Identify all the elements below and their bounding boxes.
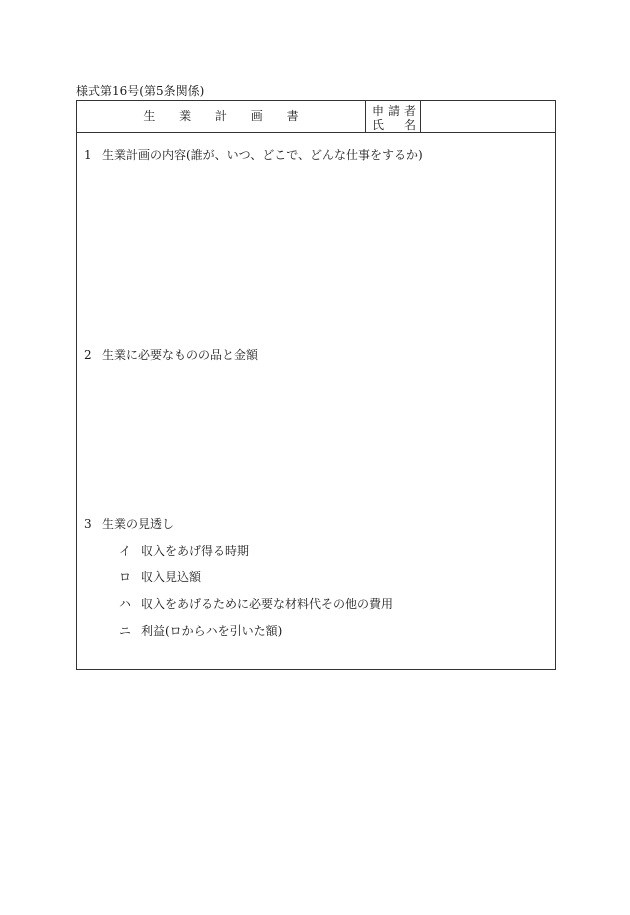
subitem-ha-mark: ハ — [119, 597, 132, 611]
form-header-row — [77, 101, 555, 133]
subitem-ni-text: 利益(ロからハを引いた額) — [141, 624, 283, 638]
section-3-text: 生業の見透し — [102, 517, 175, 531]
applicant-label-surname: 氏 — [372, 118, 385, 132]
section-3-heading — [84, 515, 174, 532]
subitem-ro-text: 収入見込額 — [141, 570, 202, 584]
section-1-number: 1 — [84, 148, 92, 162]
form-number: 様式第16号(第5条関係) — [76, 84, 205, 98]
applicant-label-name: 名 — [403, 118, 416, 132]
section-3-number: 3 — [84, 517, 92, 531]
subitem-i — [119, 542, 249, 559]
subitem-ni-mark: ニ — [119, 624, 132, 638]
applicant-label — [365, 101, 421, 132]
section-2-text: 生業に必要なものの品と金額 — [102, 348, 259, 362]
applicant-name-field[interactable] — [421, 101, 555, 132]
section-2-heading — [84, 346, 258, 363]
applicant-label-line1: 申請者 — [372, 104, 421, 118]
section-1-text: 生業計画の内容(誰が、いつ、どこで、どんな仕事をするか) — [102, 148, 423, 162]
subitem-ro — [119, 568, 201, 585]
section-1-heading — [84, 146, 423, 163]
form-title: 生 業 計 画 書 — [143, 109, 309, 123]
section-2-number: 2 — [84, 348, 92, 362]
subitem-i-mark: イ — [119, 544, 132, 558]
subitem-ha — [119, 595, 393, 612]
business-plan-form — [76, 100, 556, 670]
subitem-i-text: 収入をあげ得る時期 — [141, 544, 250, 558]
subitem-ni — [119, 622, 282, 639]
subitem-ro-mark: ロ — [119, 570, 132, 584]
subitem-ha-text: 収入をあげるために必要な材料代その他の費用 — [141, 597, 394, 611]
